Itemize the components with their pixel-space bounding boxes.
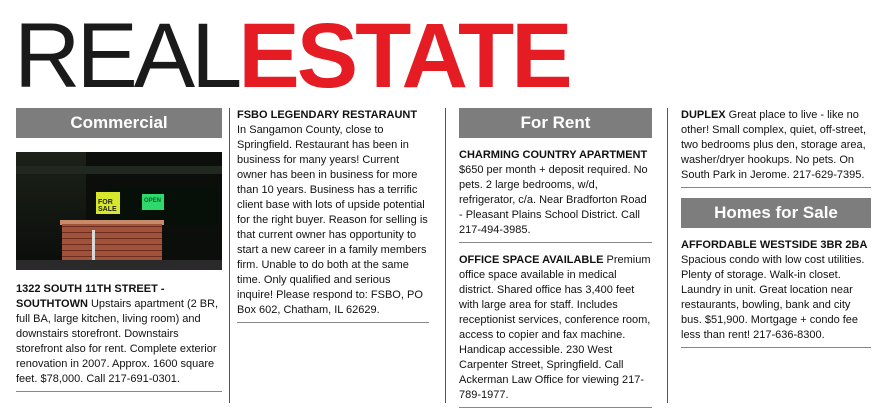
ad-body: Premium office space available in medical district. Shared office has 3,400 feet with large area for staff. Includes receptionist services, conference room, access to copier and fax machine. Handicap accessible. 230 West Carpenter Street, Springfield. Call Ackerman Law Office for viewing 217-789-1977. — [459, 254, 651, 401]
column-divider — [667, 108, 668, 403]
ad-westside-condo — [681, 238, 871, 348]
ad-headline: OFFICE SPACE AVAILABLE — [459, 254, 604, 266]
column-3 — [459, 108, 652, 408]
ad-headline: CHARMING COUNTRY APARTMENT — [459, 149, 648, 161]
ad-headline: FSBO LEGENDARY RESTARAUNT — [237, 109, 418, 121]
section-commercial: Commercial — [16, 108, 222, 138]
storefront-photo — [16, 152, 222, 270]
ad-fsbo-restaurant — [237, 108, 429, 323]
ad-headline: AFFORDABLE WESTSIDE 3BR 2BA — [681, 239, 868, 251]
ad-duplex — [681, 108, 871, 188]
masthead — [14, 5, 570, 107]
ad-country-apartment — [459, 148, 652, 243]
column-1 — [16, 108, 222, 392]
ad-body: Upstairs apartment (2 BR, full BA, large kitchen, living room) and downstairs storefront. Downstairs storefront also for rent. Complete exterior renovation in 2007. Approx. 1600 square feet. $78,000. Call 217-691-0301. — [16, 298, 219, 385]
section-homes-for-sale: Homes for Sale — [681, 198, 871, 228]
ad-body: Great place to live - like no other! Small complex, quiet, off-street, two bedrooms plus den, storage area, washer/dryer hookups. No pets. On South Park in Jerome. 217-629-7395. — [681, 109, 867, 181]
masthead-real: REAL — [14, 5, 239, 107]
ad-office-space — [459, 253, 652, 408]
column-divider — [445, 108, 446, 403]
photo-sign-open: OPEN — [142, 194, 164, 210]
ad-body: Spacious condo with low cost utilities. Plenty of storage. Walk-in closet. Laundry in unit. Great location near restaurants, bowling, bank and city bus. $51,900. Mortgage + condo fee less than rent! 217-636-8300. — [681, 254, 865, 341]
masthead-estate: ESTATE — [238, 5, 570, 107]
ad-headline: 1322 SOUTH 11TH STREET - SOUTHTOWN — [16, 283, 165, 310]
ad-body: In Sangamon County, close to Springfield. Restaurant has been in business for many years! Current owner has been in business for more than 10 years. Business has a terrific client base with lots of upside potential for the right buyer. Reason for selling is that current owner has opportunity to start a new career in a family members firm. Unable to do both at the same time. Only qualified and serious inquire! Please respond to: FSBO, PO Box 602, Chatham, IL 62629. — [237, 124, 428, 316]
ad-body: $650 per month + deposit required. No pets. 2 large bedrooms, w/d, refrigerator, c/a. Near Bradforton Road - Pleasant Plains School District. Call 217-494-3985. — [459, 164, 648, 236]
photo-sign-sale: FOR SALE — [96, 192, 120, 214]
column-divider — [229, 108, 230, 403]
section-for-rent: For Rent — [459, 108, 652, 138]
ad-headline: DUPLEX — [681, 109, 726, 121]
column-4 — [681, 108, 871, 348]
column-2 — [237, 108, 429, 323]
ad-southtown — [16, 282, 222, 392]
